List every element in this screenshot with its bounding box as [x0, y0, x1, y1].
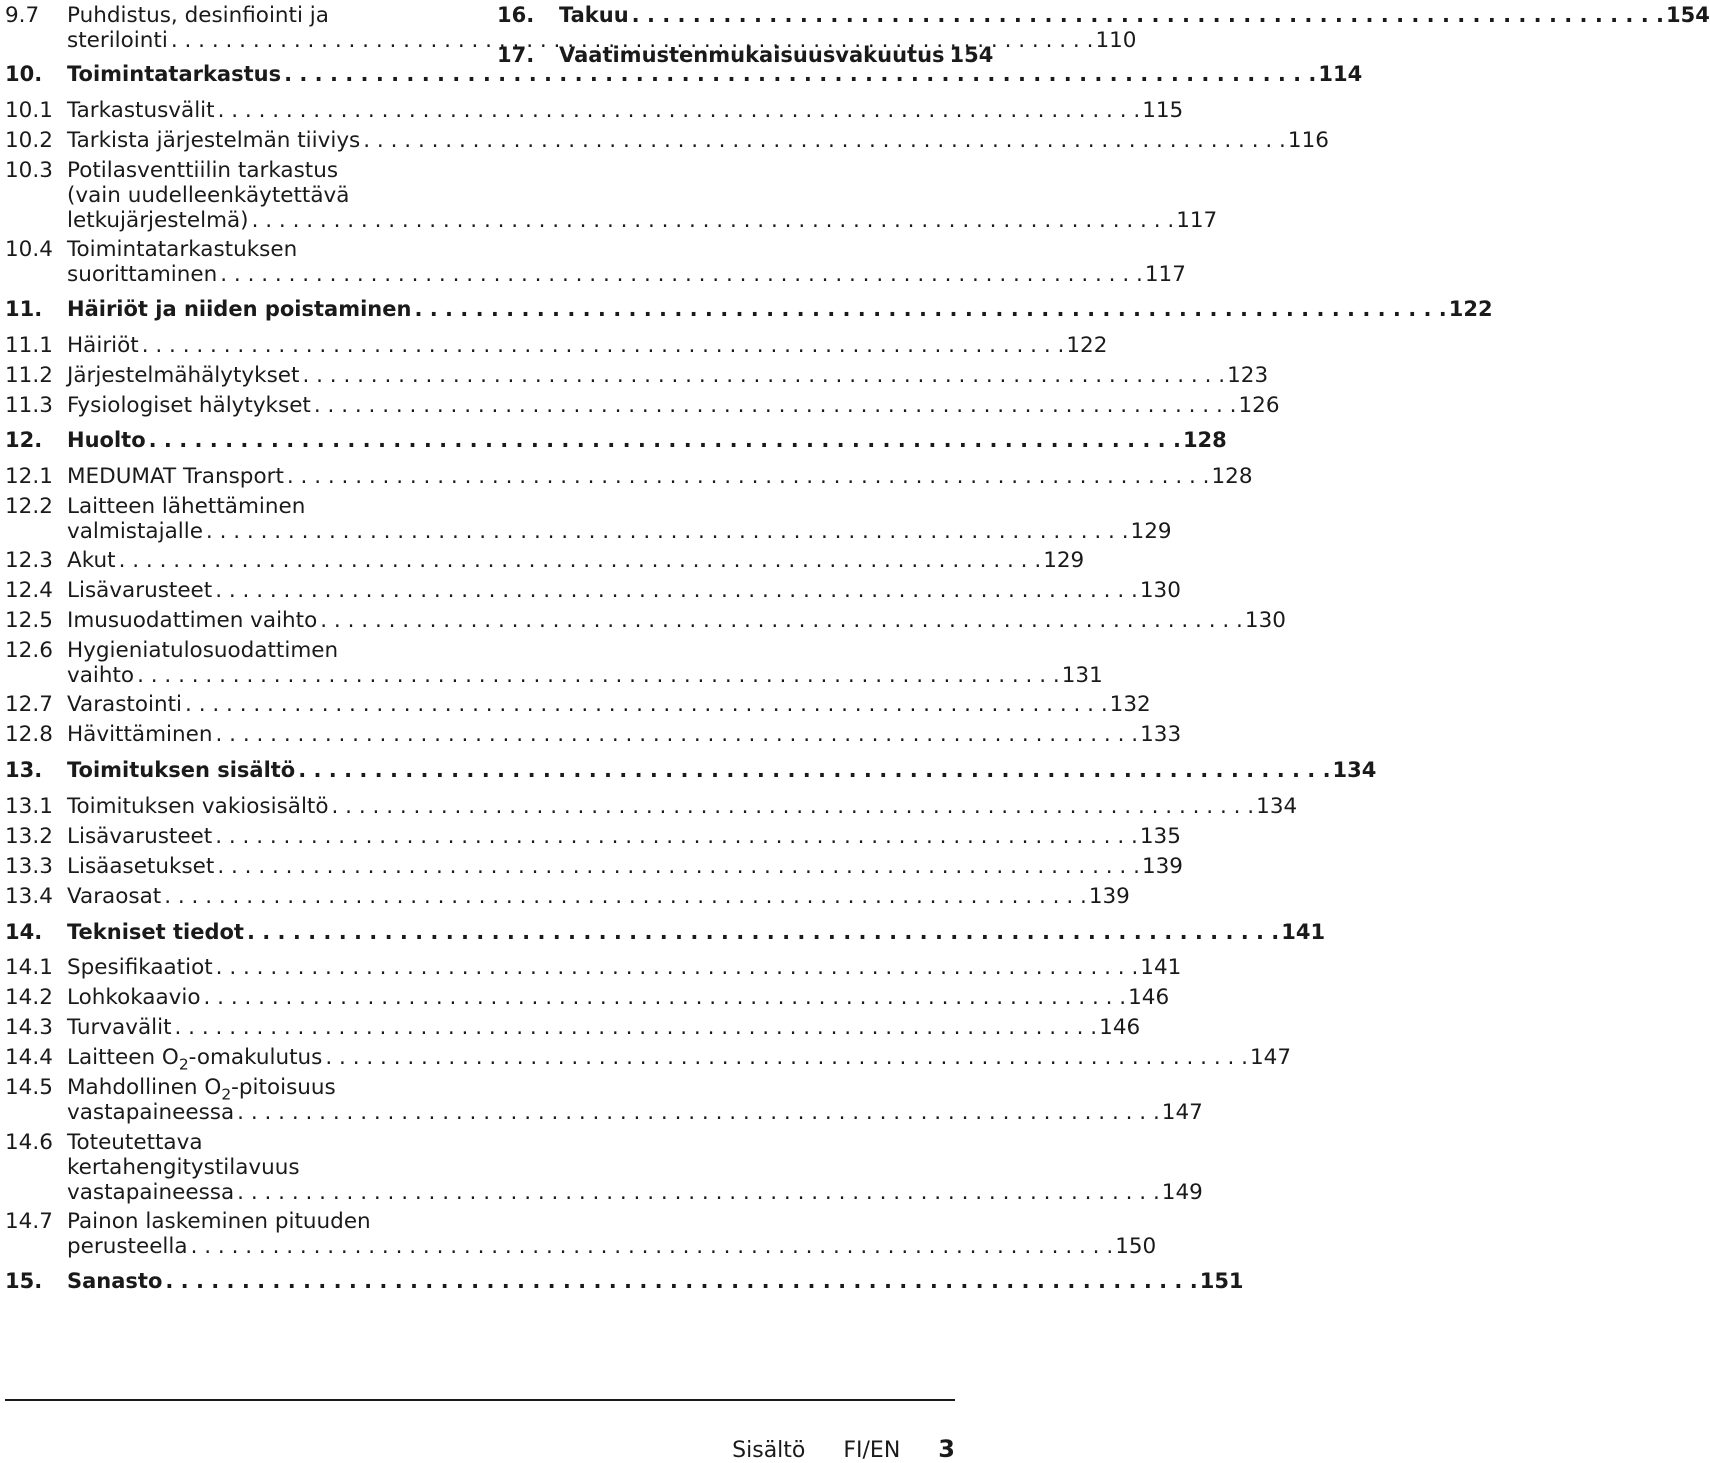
dot-leader — [191, 1234, 1114, 1259]
toc-entry-title — [67, 297, 411, 322]
page-footer — [732, 1435, 955, 1463]
toc-entry-title — [67, 1155, 300, 1180]
toc-entry-page: 146 — [1099, 1015, 1141, 1040]
dot-leader — [175, 1015, 1098, 1040]
toc-entry[interactable] — [5, 393, 1280, 418]
toc-entry[interactable] — [497, 3, 1710, 28]
toc-entry-title — [67, 237, 297, 262]
toc-entry-number: 12.4 — [5, 578, 53, 603]
dot-leader — [215, 578, 1138, 603]
toc-entry-title-part: Huolto — [67, 428, 146, 452]
toc-entry-title — [67, 428, 146, 453]
toc-entry-title — [67, 1180, 234, 1205]
toc-entry-title-part: Toimituksen vakiosisältö — [67, 794, 329, 819]
toc-entry[interactable] — [5, 1075, 1203, 1125]
toc-entry-title — [67, 794, 329, 819]
toc-entry[interactable] — [5, 494, 1172, 544]
toc-entry-title-part: Järjestelmähälytykset — [67, 363, 300, 388]
toc-entry-number: 12.2 — [5, 494, 53, 519]
toc-entry-title-part: Tekniset tiedot — [67, 920, 244, 944]
toc-entry-title — [67, 393, 311, 418]
dot-leader — [215, 722, 1138, 747]
toc-entry-number: 12.7 — [5, 692, 53, 717]
toc-entry-title — [67, 920, 244, 945]
toc-entry[interactable] — [5, 1209, 1157, 1259]
toc-entry-number: 9.7 — [5, 3, 40, 28]
toc-entry-title — [559, 43, 945, 68]
dot-leader — [217, 854, 1140, 879]
toc-entry-title — [67, 692, 182, 717]
dot-leader — [252, 208, 1175, 233]
toc-entry-page: 130 — [1244, 608, 1286, 633]
toc-entry-title-part: suorittaminen — [67, 262, 218, 287]
toc-entry-page: 154 — [1665, 3, 1710, 27]
dot-leader — [325, 1045, 1248, 1070]
toc-entry-title — [67, 663, 134, 688]
toc-entry-number: 16. — [497, 3, 535, 27]
toc-entry-title — [67, 1100, 234, 1125]
toc-entry[interactable] — [5, 884, 1130, 909]
toc-entry-number: 11.3 — [5, 393, 53, 418]
toc-entry-title — [67, 208, 249, 233]
toc-entry-number: 14.3 — [5, 1015, 53, 1040]
dot-leader — [216, 955, 1139, 980]
toc-entry-title-part: -pitoisuus — [231, 1075, 336, 1100]
toc-entry-page: 139 — [1088, 884, 1130, 909]
dot-leader — [237, 1180, 1160, 1205]
toc-entry[interactable] — [5, 920, 1326, 945]
toc-entry-title-part: Varaosat — [67, 884, 162, 909]
toc-entry-page: 133 — [1140, 722, 1182, 747]
toc-entry-number: 11.1 — [5, 333, 53, 358]
toc-entry-page: 114 — [1318, 62, 1363, 86]
toc-entry-title — [67, 1269, 162, 1294]
toc-entry-number: 14.5 — [5, 1075, 53, 1100]
toc-entry-title — [559, 3, 629, 28]
toc-entry-page: 128 — [1211, 464, 1253, 489]
toc-entry-page: 117 — [1176, 208, 1218, 233]
dot-leader — [137, 663, 1060, 688]
toc-entry-title-part: Akut — [67, 548, 116, 573]
toc-entry-number: 10.3 — [5, 158, 53, 183]
toc-entry-title-part: Mahdollinen O — [67, 1075, 222, 1100]
toc-entry[interactable] — [5, 854, 1183, 879]
toc-entry-title-part: Potilasventtiilin tarkastus — [67, 158, 339, 183]
toc-entry-page: 131 — [1061, 663, 1103, 688]
toc-entry-title-part: perusteella — [67, 1234, 188, 1259]
subscript: 2 — [178, 1055, 189, 1074]
toc-entry-page: 139 — [1141, 854, 1183, 879]
toc-entry[interactable] — [5, 955, 1182, 980]
toc-entry-title — [67, 519, 203, 544]
toc-entry-page: 151 — [1199, 1269, 1244, 1293]
toc-entry-number: 14.6 — [5, 1130, 53, 1155]
toc-entry-title — [67, 128, 360, 153]
dot-leader — [220, 262, 1143, 287]
toc-entry[interactable] — [5, 428, 1227, 453]
toc-entry-number: 12. — [5, 428, 43, 452]
toc-entry-title-part: Hygieniatulosuodattimen — [67, 638, 339, 663]
dot-leader — [302, 363, 1225, 388]
toc-entry-title — [67, 1045, 323, 1074]
toc-entry-number: 13.2 — [5, 824, 53, 849]
toc-entry-title — [67, 98, 215, 123]
toc-entry-title-part: kertahengitystilavuus — [67, 1155, 300, 1180]
toc-entry-title-part: Takuu — [559, 3, 629, 27]
subscript: 2 — [221, 1085, 232, 1104]
toc-entry[interactable] — [5, 62, 1363, 87]
toc-entry-number: 10.2 — [5, 128, 53, 153]
toc-entry-title — [67, 28, 168, 53]
toc-entry-title-part: Toimintatarkastuksen — [67, 237, 298, 262]
toc-entry-title — [67, 262, 217, 287]
toc-entry-title — [67, 158, 338, 183]
toc-entry-page: 126 — [1238, 393, 1280, 418]
toc-entry-number: 11.2 — [5, 363, 53, 388]
toc-entry-number: 14.1 — [5, 955, 53, 980]
toc-entry-number: 13. — [5, 758, 43, 782]
toc-entry-page: 149 — [1161, 1180, 1203, 1205]
dot-leader — [632, 3, 1664, 28]
toc-entry-title — [67, 548, 116, 573]
dot-leader — [142, 333, 1065, 358]
toc-entry-title — [67, 363, 299, 388]
toc-entry-number: 17. — [497, 43, 535, 67]
toc-entry[interactable] — [5, 158, 1218, 233]
toc-entry-number: 12.1 — [5, 464, 53, 489]
toc-entry[interactable] — [5, 824, 1181, 849]
toc-entry-page: 115 — [1142, 98, 1184, 123]
dot-leader — [363, 128, 1286, 153]
dot-leader — [164, 884, 1087, 909]
toc-entry-number: 15. — [5, 1269, 43, 1293]
toc-entry[interactable] — [5, 363, 1269, 388]
toc-entry-page: 147 — [1250, 1045, 1292, 1070]
dot-leader — [237, 1100, 1160, 1125]
toc-entry-page: 146 — [1128, 985, 1170, 1010]
toc-entry-title — [67, 578, 212, 603]
toc-entry-title-part: Spesifikaatiot — [67, 955, 213, 980]
toc-entry-title-part: vastapaineessa — [67, 1100, 235, 1125]
toc-entry-title-part: Turvavälit — [67, 1015, 172, 1040]
toc-entry[interactable] — [5, 237, 1186, 287]
toc-entry[interactable] — [5, 794, 1298, 819]
toc-entry[interactable] — [5, 548, 1085, 573]
toc-entry-title-part: Imusuodattimen vaihto — [67, 608, 318, 633]
toc-entry-page: 154 — [949, 43, 994, 67]
toc-entry-title-part: Tarkista järjestelmän tiiviys — [67, 128, 361, 153]
toc-entry-page: 141 — [1140, 955, 1182, 980]
dot-leader — [314, 393, 1237, 418]
toc-entry-number: 12.8 — [5, 722, 53, 747]
toc-entry-title-part: Toimituksen sisältö — [67, 758, 296, 782]
footer-language: FI/EN — [843, 1438, 901, 1463]
toc-entry-number: 12.3 — [5, 548, 53, 573]
toc-entry-page: 122 — [1448, 297, 1493, 321]
toc-entry-title-part: Toteutettava — [67, 1130, 203, 1155]
dot-leader — [149, 428, 1181, 453]
toc-entry-title-part: Laitteen lähettäminen — [67, 494, 306, 519]
toc-entry-title — [67, 494, 305, 519]
toc-entry-title — [67, 1075, 336, 1104]
toc-entry-title-part: Häiriöt ja niiden poistaminen — [67, 297, 412, 321]
toc-entry-number: 13.4 — [5, 884, 53, 909]
toc-entry-title-part: Sanasto — [67, 1269, 163, 1293]
toc-entry-title-part: (vain uudelleenkäytettävä — [67, 183, 350, 208]
toc-entry-page: 134 — [1332, 758, 1377, 782]
toc-entry-page: 130 — [1139, 578, 1181, 603]
toc-entry-title-part: Lohkokaavio — [67, 985, 201, 1010]
toc-entry-page: 141 — [1281, 920, 1326, 944]
toc-entry-title-part: Painon laskeminen pituuden — [67, 1209, 371, 1234]
toc-entry[interactable] — [5, 297, 1493, 322]
toc-entry-title-part: MEDUMAT Transport — [67, 464, 284, 489]
dot-leader — [247, 920, 1279, 945]
toc-entry-page: 128 — [1182, 428, 1227, 452]
toc-entry-title — [67, 955, 213, 980]
toc-entry-title-part: Puhdistus, desinfiointi ja — [67, 3, 329, 28]
toc-entry-page: 117 — [1144, 262, 1186, 287]
toc-entry-title — [67, 722, 212, 747]
toc-entry-title-part: letkujärjestelmä) — [67, 208, 249, 233]
dot-leader — [206, 519, 1129, 544]
toc-entry-title-part: Tarkastusvälit — [67, 98, 215, 123]
toc-entry-title — [67, 62, 281, 87]
toc-entry-title — [67, 1209, 371, 1234]
toc-entry-number: 12.5 — [5, 608, 53, 633]
toc-entry[interactable] — [497, 43, 994, 68]
toc-entry[interactable] — [5, 692, 1151, 717]
toc-entry[interactable] — [5, 98, 1184, 123]
toc-entry-number: 14.4 — [5, 1045, 53, 1070]
toc-entry-title-part: Toimintatarkastus — [67, 62, 282, 86]
toc-entry-title-part: Lisävarusteet — [67, 824, 213, 849]
toc-entry-number: 14. — [5, 920, 43, 944]
toc-entry[interactable] — [5, 464, 1253, 489]
toc-entry-title — [67, 824, 212, 849]
toc-entry-title — [67, 464, 284, 489]
toc-entry-title — [67, 333, 139, 358]
toc-entry-title — [67, 758, 295, 783]
toc-entry[interactable] — [5, 128, 1329, 153]
footer-page-number: 3 — [938, 1435, 955, 1463]
toc-entry-title-part: Hävittäminen — [67, 722, 213, 747]
toc-entry[interactable] — [5, 638, 1103, 688]
toc-entry-page: 134 — [1256, 794, 1298, 819]
dot-leader — [215, 824, 1138, 849]
toc-entry-title-part: Vaatimustenmukaisuusvakuutus — [559, 43, 945, 67]
toc-entry-title — [67, 1130, 203, 1155]
toc-entry[interactable] — [5, 1045, 1292, 1074]
dot-leader — [165, 1269, 1197, 1294]
toc-entry[interactable] — [5, 758, 1377, 783]
footer-section-label: Sisältö — [732, 1438, 806, 1463]
toc-entry-title — [67, 638, 338, 663]
toc-entry-title-part: Häiriöt — [67, 333, 139, 358]
toc-entry-number: 10.4 — [5, 237, 53, 262]
dot-leader — [298, 758, 1330, 783]
toc-entry-title-part: Fysiologiset hälytykset — [67, 393, 311, 418]
toc-entry-title — [67, 854, 214, 879]
toc-entry[interactable] — [5, 333, 1108, 358]
toc-entry[interactable] — [5, 1015, 1141, 1040]
toc-entry-page: 122 — [1066, 333, 1108, 358]
footer-divider — [5, 1399, 955, 1401]
toc-entry-title-part: Laitteen O — [67, 1045, 179, 1070]
toc-entry-title — [67, 884, 161, 909]
toc-entry[interactable] — [5, 1130, 1203, 1205]
toc-entry-title-part: Lisäasetukset — [67, 854, 215, 879]
dot-leader — [332, 794, 1255, 819]
toc-entry-number: 10.1 — [5, 98, 53, 123]
toc-entry-title-part: Varastointi — [67, 692, 183, 717]
toc-entry-title-part: Lisävarusteet — [67, 578, 213, 603]
toc-entry-number: 14.2 — [5, 985, 53, 1010]
dot-leader — [320, 608, 1243, 633]
dot-leader — [185, 692, 1108, 717]
toc-entry-title-part: vastapaineessa — [67, 1180, 235, 1205]
toc-entry-page: 116 — [1287, 128, 1329, 153]
toc-entry-number: 13.3 — [5, 854, 53, 879]
toc-entry-page: 110 — [1095, 28, 1137, 53]
toc-entry-title-part: -omakulutus — [188, 1045, 323, 1070]
toc-entry-page: 123 — [1227, 363, 1269, 388]
toc-entry[interactable] — [5, 608, 1286, 633]
toc-entry-number: 12.6 — [5, 638, 53, 663]
dot-leader — [218, 98, 1141, 123]
dot-leader — [287, 464, 1210, 489]
toc-entry-title-part: sterilointi — [67, 28, 168, 53]
toc-entry-title — [67, 1015, 172, 1040]
toc-entry-number: 11. — [5, 297, 43, 321]
dot-leader — [414, 297, 1446, 322]
toc-entry-title — [67, 1234, 188, 1259]
toc-entry-page: 129 — [1130, 519, 1172, 544]
toc-entry-page: 132 — [1109, 692, 1151, 717]
toc-entry-page: 129 — [1043, 548, 1085, 573]
toc-entry-title-part: valmistajalle — [67, 519, 203, 544]
toc-entry-title — [67, 985, 201, 1010]
toc-entry-number: 13.1 — [5, 794, 53, 819]
toc-entry-title — [67, 183, 349, 208]
toc-entry[interactable] — [5, 985, 1170, 1010]
toc-entry-number: 14.7 — [5, 1209, 53, 1234]
dot-leader — [204, 985, 1127, 1010]
toc-entry-page: 150 — [1115, 1234, 1157, 1259]
toc-entry[interactable] — [5, 1269, 1244, 1294]
toc-entry-page: 147 — [1161, 1100, 1203, 1125]
dot-leader — [119, 548, 1042, 573]
toc-entry-number: 10. — [5, 62, 43, 86]
toc-entry-title-part: vaihto — [67, 663, 135, 688]
toc-entry-title — [67, 3, 329, 28]
toc-entry[interactable] — [5, 722, 1182, 747]
toc-entry-page: 135 — [1139, 824, 1181, 849]
toc-entry[interactable] — [5, 578, 1181, 603]
toc-entry-title — [67, 608, 317, 633]
